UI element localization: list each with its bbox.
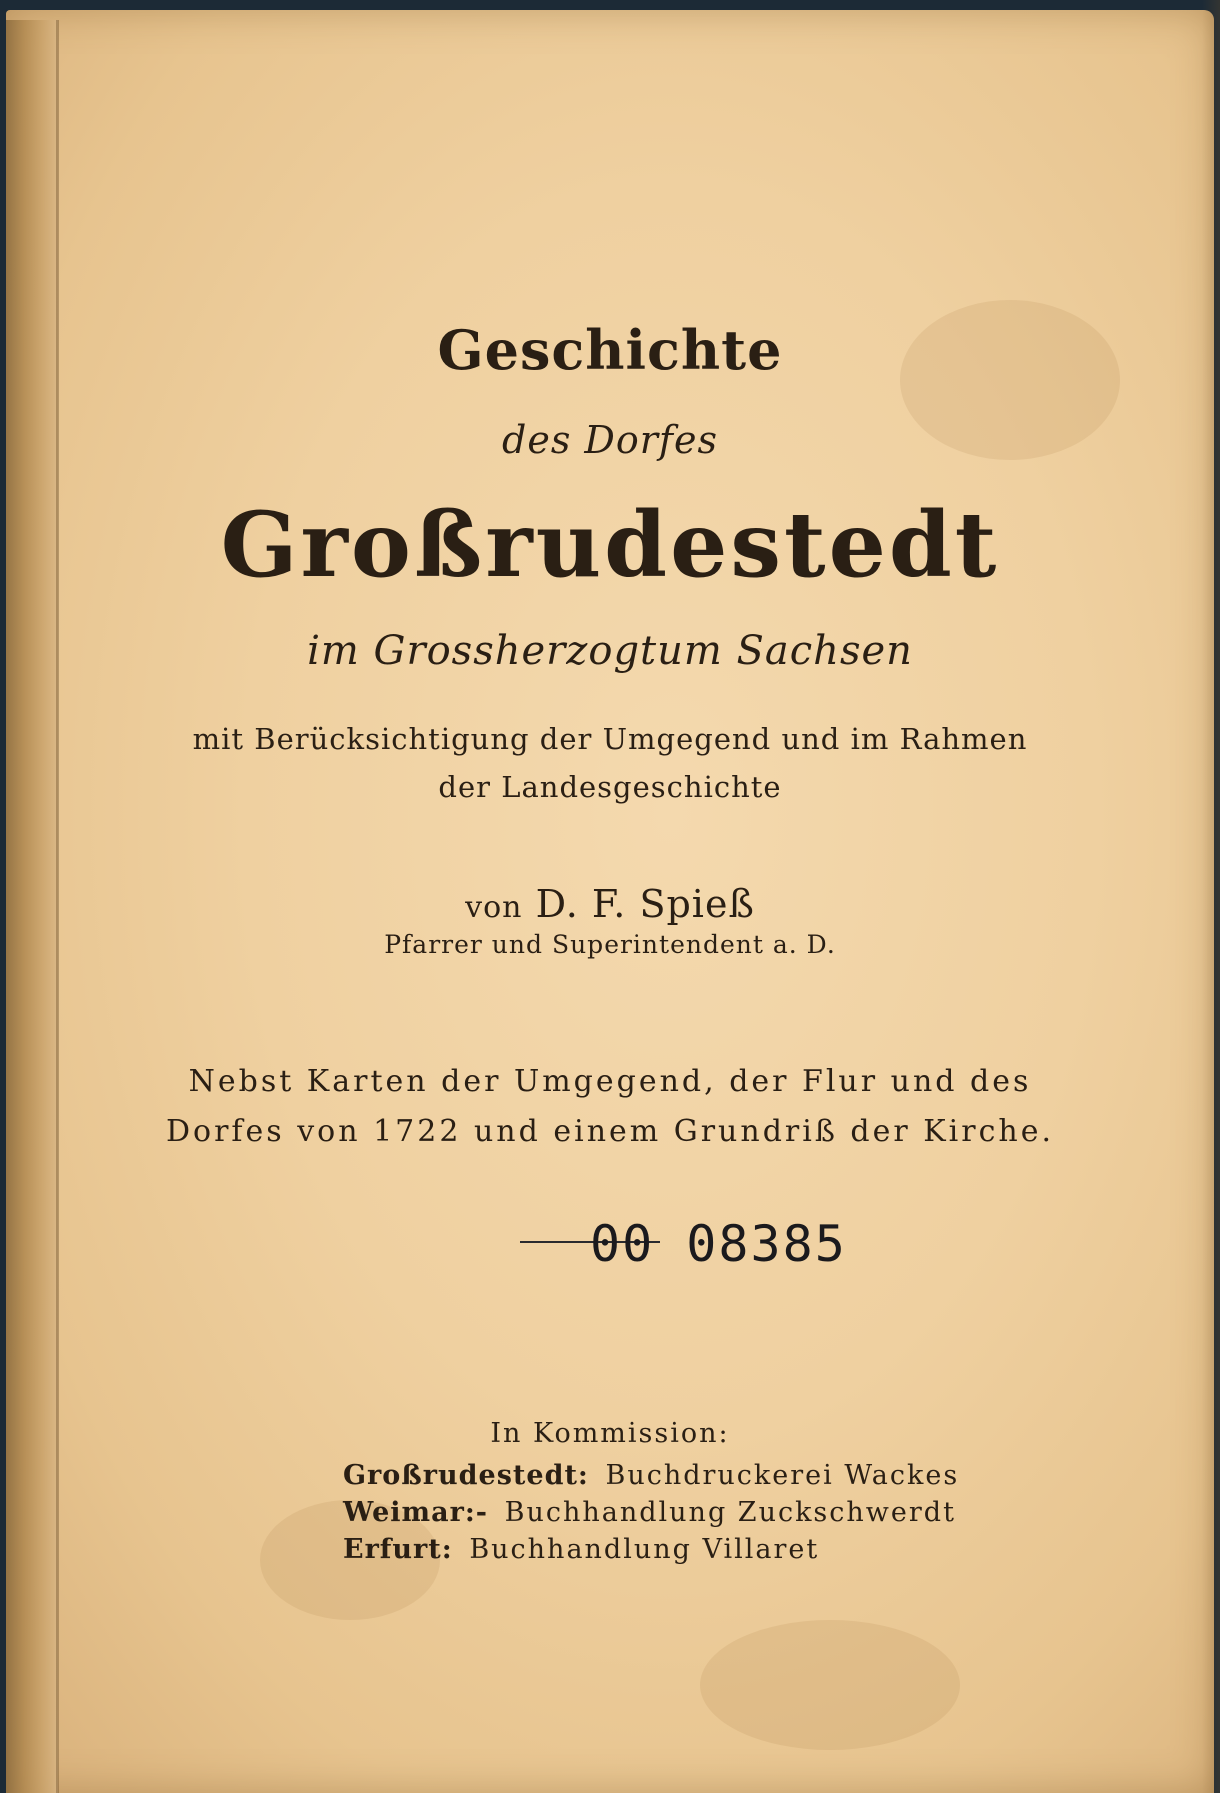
commission-city: Weimar:- bbox=[343, 1497, 489, 1528]
author-line bbox=[0, 882, 1220, 926]
commission-heading: In Kommission: bbox=[490, 1418, 730, 1449]
author-position: Pfarrer und Superintendent a. D. bbox=[384, 930, 836, 959]
subtitle-line-2: der Landesgeschichte bbox=[438, 770, 782, 804]
title-geschichte: Geschichte bbox=[437, 318, 783, 382]
author-prefix: von bbox=[465, 890, 523, 925]
commission-entry bbox=[343, 1534, 819, 1565]
note-line-2: Dorfes von 1722 und einem Grundriß der Kirche. bbox=[165, 1114, 1055, 1149]
commission-city: Erfurt: bbox=[343, 1534, 453, 1565]
paper-stain bbox=[700, 1620, 960, 1750]
subtitle-line-1: mit Berücksichtigung der Umgegend und im Rahmen bbox=[192, 722, 1028, 756]
title-des-dorfes: des Dorfes bbox=[502, 418, 718, 462]
author-name: D. F. Spieß bbox=[535, 882, 755, 926]
commission-city: Großrudestedt: bbox=[343, 1460, 589, 1491]
commission-shop: Buchhandlung Villaret bbox=[469, 1534, 820, 1565]
inventory-stamp-number: 00 08385 bbox=[590, 1215, 847, 1273]
title-region: im Grossherzogtum Sachsen bbox=[307, 628, 913, 674]
title-village-name: Großrudestedt bbox=[220, 492, 1000, 598]
commission-entry bbox=[343, 1460, 959, 1491]
commission-shop: Buchdruckerei Wackes bbox=[605, 1460, 960, 1491]
commission-entry bbox=[343, 1497, 956, 1528]
note-line-1: Nebst Karten der Umgegend, der Flur und des bbox=[188, 1064, 1032, 1099]
commission-shop: Buchhandlung Zuckschwerdt bbox=[504, 1497, 956, 1528]
